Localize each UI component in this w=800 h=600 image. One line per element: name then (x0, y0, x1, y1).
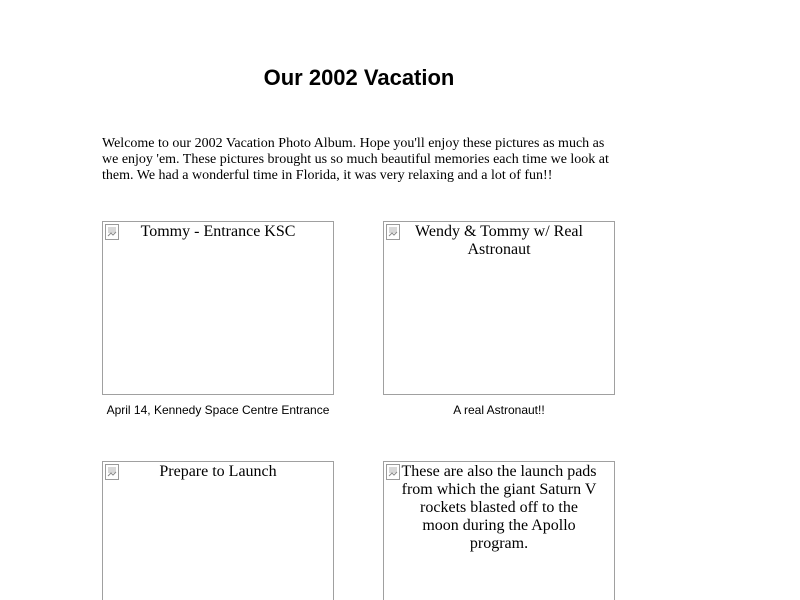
photo-alt-text: These are also the launch pads from which the giant Saturn V rockets blasted off to the moon during the Apollo program. (401, 463, 597, 552)
photo-tommy-entrance-ksc[interactable] (102, 221, 334, 395)
photo-alt-text: Prepare to Launch (159, 463, 277, 480)
broken-image-icon (105, 224, 119, 240)
photo-alt-text: Tommy - Entrance KSC (140, 223, 296, 240)
broken-image-icon (386, 464, 400, 480)
photo-alt-text: Wendy & Tommy w/ Real Astronaut (415, 223, 583, 258)
page-title: Our 2002 Vacation (263, 65, 455, 90)
photo-launch-pads[interactable] (383, 461, 615, 600)
photo-prepare-to-launch[interactable] (102, 461, 334, 600)
broken-image-icon (105, 464, 119, 480)
photo-wendy-tommy-astronaut[interactable] (383, 221, 615, 395)
photo-caption: A real Astronaut!! (453, 403, 545, 417)
intro-paragraph: Welcome to our 2002 Vacation Photo Album. Hope you'll enjoy these pictures as much as we enjoy 'em. These pictures brought us so much beautiful memories each time we look at them. We had a wonderful time in Florida, it was very relaxing and a lot of fun!! (102, 136, 609, 183)
broken-image-icon (386, 224, 400, 240)
photo-caption: April 14, Kennedy Space Centre Entrance (106, 403, 330, 417)
